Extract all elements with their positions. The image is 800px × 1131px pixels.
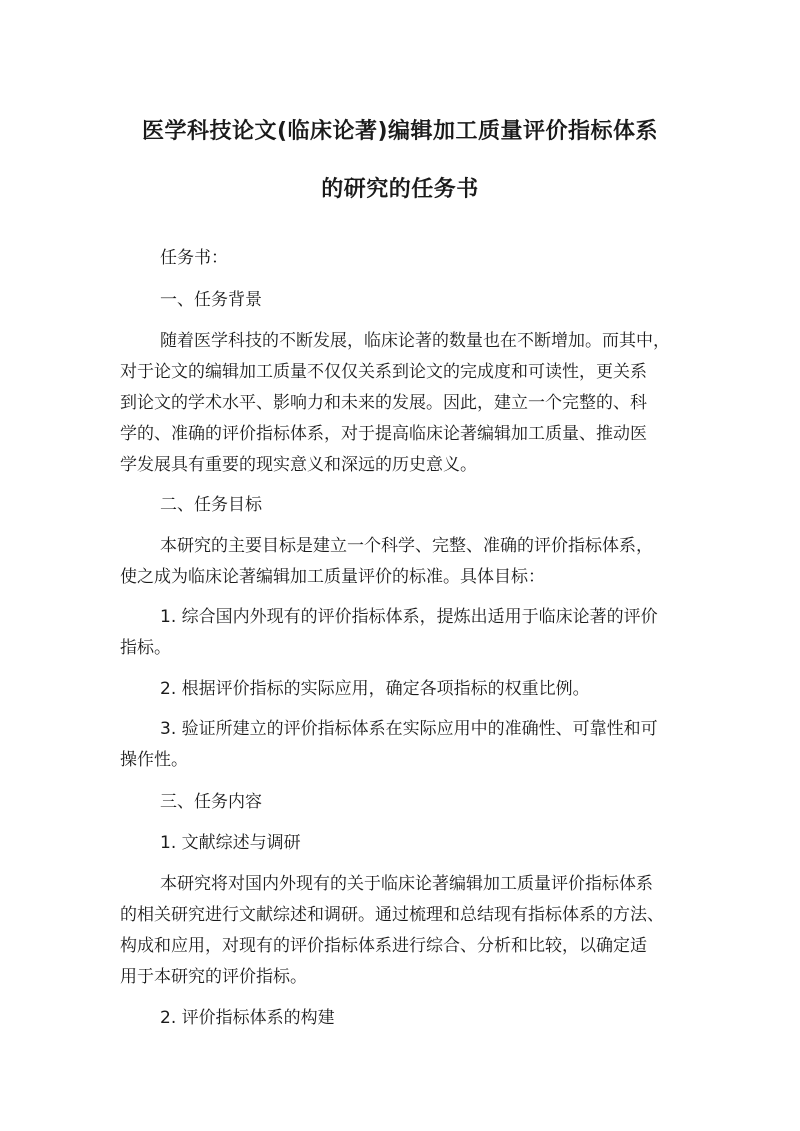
paragraph-line: 学发展具有重要的现实意义和深远的历史意义。 <box>120 455 477 475</box>
paragraph-line: 使之成为临床论著编辑加工质量评价的标准。具体目标： <box>120 567 545 587</box>
subsection-heading: 1. 文献综述与调研 <box>160 833 301 853</box>
subsection-heading: 2. 评价指标体系的构建 <box>160 1008 335 1028</box>
task-book-label: 任务书： <box>160 248 228 268</box>
paragraph-line: 到论文的学术水平、影响力和未来的发展。因此，建立一个完整的、科 <box>120 393 647 413</box>
paragraph-line: 本研究的主要目标是建立一个科学、完整、准确的评价指标体系， <box>160 536 653 556</box>
paragraph-line: 随着医学科技的不断发展，临床论著的数量也在不断增加。而其中， <box>160 331 670 351</box>
section-heading-goals: 二、任务目标 <box>160 495 262 515</box>
list-item-line: 1. 综合国内外现有的评价指标体系，提炼出适用于临床论著的评价 <box>160 607 658 627</box>
list-item-line: 指标。 <box>120 638 171 658</box>
list-item-line: 2. 根据评价指标的实际应用，确定各项指标的权重比例。 <box>160 679 590 699</box>
list-item-line: 3. 验证所建立的评价指标体系在实际应用中的准确性、可靠性和可 <box>160 719 658 739</box>
paragraph-line: 构成和应用，对现有的评价指标体系进行综合、分析和比较，以确定适 <box>120 936 647 956</box>
section-heading-background: 一、任务背景 <box>160 290 262 310</box>
list-item-line: 操作性。 <box>120 750 188 770</box>
document-title-line-1: 医学科技论文(临床论著)编辑加工质量评价指标体系 <box>141 119 659 144</box>
document-title-line-2: 的研究的任务书 <box>321 177 479 202</box>
section-heading-content: 三、任务内容 <box>160 792 262 812</box>
paragraph-line: 对于论文的编辑加工质量不仅仅关系到论文的完成度和可读性，更关系 <box>120 362 647 382</box>
paragraph-line: 本研究将对国内外现有的关于临床论著编辑加工质量评价指标体系 <box>160 874 653 894</box>
paragraph-line: 的相关研究进行文献综述和调研。通过梳理和总结现有指标体系的方法、 <box>120 905 664 925</box>
paragraph-line: 学的、准确的评价指标体系，对于提高临床论著编辑加工质量、推动医 <box>120 424 647 444</box>
paragraph-line: 用于本研究的评价指标。 <box>120 967 307 987</box>
